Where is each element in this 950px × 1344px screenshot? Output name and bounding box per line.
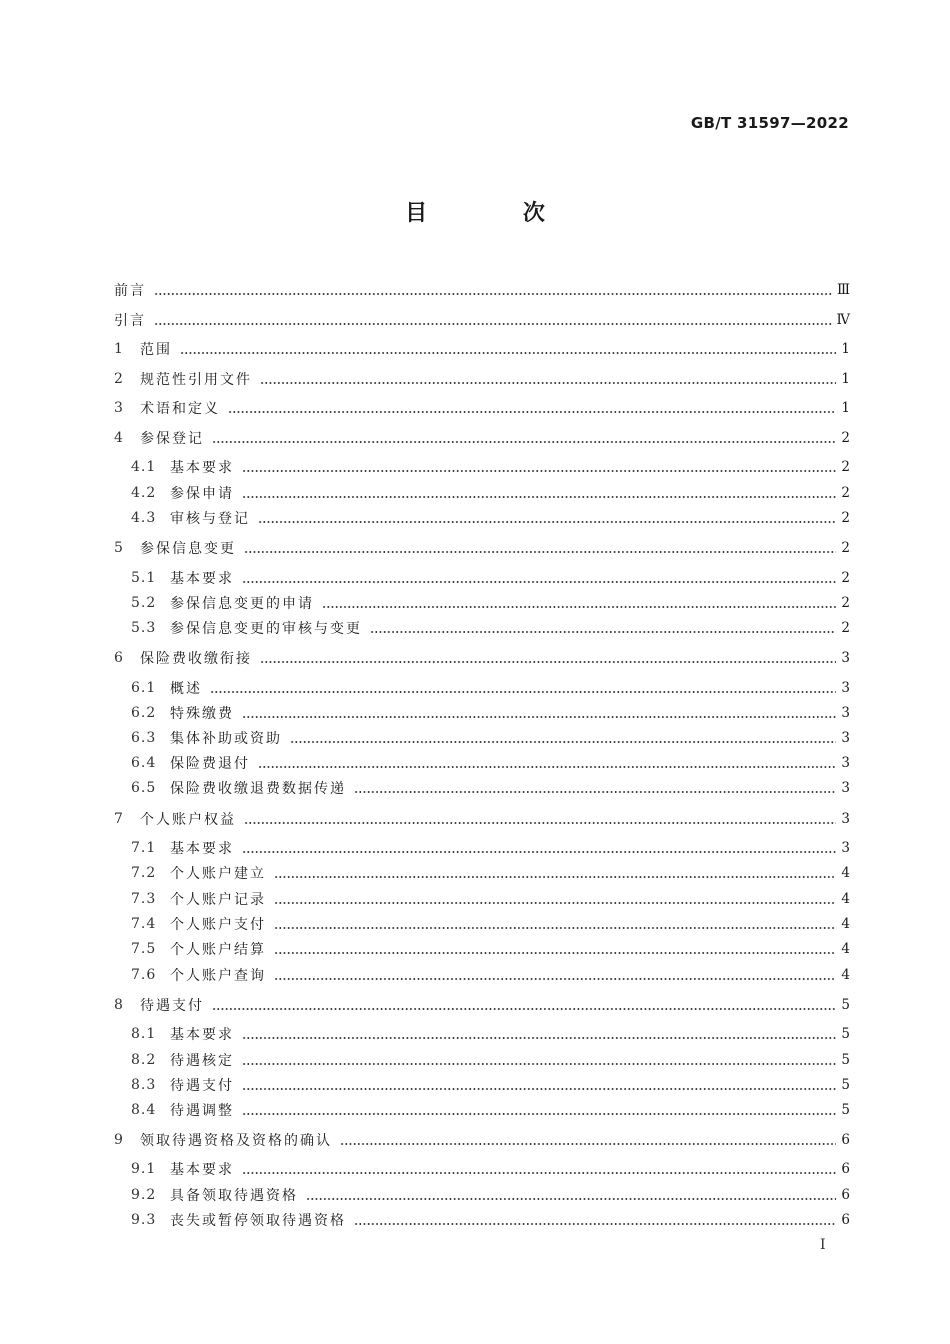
- toc-entry-label: 术语和定义: [140, 401, 220, 417]
- dot-leader: [290, 727, 836, 749]
- toc-entry-label: 个人账户查询: [170, 968, 266, 984]
- dot-leader: [260, 368, 836, 390]
- toc-entry-page: 2: [841, 570, 850, 586]
- toc-entry[interactable]: [131, 1184, 850, 1206]
- toc-entry[interactable]: [131, 507, 850, 529]
- toc-entry-label: 基本要求: [170, 841, 234, 857]
- toc-entry-number: 3: [114, 400, 124, 416]
- toc-entry-number: 5.1: [131, 570, 157, 586]
- page-title: 目 次: [405, 201, 589, 226]
- toc-entry-number: 4: [114, 430, 124, 446]
- toc-entry[interactable]: [131, 913, 850, 935]
- dot-leader: [242, 482, 836, 504]
- toc-entry-page: 3: [841, 755, 850, 771]
- toc-entry-page: 4: [841, 891, 850, 907]
- toc-entry[interactable]: [114, 537, 850, 559]
- toc-entry-page: 2: [841, 430, 850, 446]
- toc-entry-page: 4: [841, 865, 850, 881]
- toc-entry-label: 待遇调整: [170, 1103, 234, 1119]
- toc-entry-number: 5.2: [131, 595, 157, 611]
- toc-entry[interactable]: [131, 1049, 850, 1071]
- toc-entry[interactable]: [131, 1074, 850, 1096]
- dot-leader: [258, 507, 836, 529]
- dot-leader: [242, 1074, 836, 1096]
- toc-entry-page: 4: [841, 967, 850, 983]
- dot-leader: [274, 888, 836, 910]
- toc-entry-number: 5.3: [131, 620, 157, 636]
- toc-entry[interactable]: [131, 702, 850, 724]
- dot-leader: [210, 677, 836, 699]
- toc-entry-label: 待遇核定: [170, 1053, 234, 1069]
- dot-leader: [228, 397, 836, 419]
- toc-entry-label: 个人账户记录: [170, 892, 266, 908]
- toc-entry-label: 前言: [114, 283, 146, 299]
- toc-entry-number: 8.1: [131, 1026, 157, 1042]
- toc-entry-number: 8.3: [131, 1077, 157, 1093]
- toc-entry-page: 5: [841, 1102, 850, 1118]
- toc-entry-page: 2: [841, 620, 850, 636]
- dot-leader: [274, 913, 836, 935]
- toc-entry-page: 6: [841, 1212, 850, 1228]
- toc-entry-page: 4: [841, 916, 850, 932]
- toc-entry-page: 2: [841, 510, 850, 526]
- toc-entry[interactable]: [131, 888, 850, 910]
- toc-entry[interactable]: [131, 1209, 850, 1231]
- dot-leader: [242, 1099, 836, 1121]
- toc-entry[interactable]: [131, 482, 850, 504]
- toc-entry-number: 6.2: [131, 705, 157, 721]
- toc-entry-label: 审核与登记: [170, 511, 250, 527]
- toc-entry[interactable]: [131, 1023, 850, 1045]
- toc-entry-number: 4.2: [131, 485, 157, 501]
- toc-entry-number: 9: [114, 1132, 124, 1148]
- dot-leader: [212, 994, 836, 1016]
- toc-entry[interactable]: [114, 309, 850, 331]
- toc-entry-number: 7: [114, 811, 124, 827]
- toc-entry[interactable]: [131, 1099, 850, 1121]
- toc-entry-number: 7.6: [131, 967, 157, 983]
- toc-entry-page: 5: [841, 1052, 850, 1068]
- toc-entry-page: 3: [841, 650, 850, 666]
- toc-entry-number: 7.1: [131, 840, 157, 856]
- toc-entry-label: 个人账户结算: [170, 942, 266, 958]
- toc-entry-label: 范围: [140, 342, 172, 358]
- toc-entry[interactable]: [114, 338, 850, 360]
- toc-entry-page: 5: [841, 997, 850, 1013]
- toc-entry[interactable]: [114, 368, 850, 390]
- toc-entry-label: 具备领取待遇资格: [170, 1188, 298, 1204]
- toc-entry-label: 个人账户支付: [170, 917, 266, 933]
- toc-entry-number: 8.4: [131, 1102, 157, 1118]
- toc-entry[interactable]: [131, 938, 850, 960]
- page-number: Ⅰ: [820, 1237, 826, 1253]
- dot-leader: [242, 1023, 836, 1045]
- toc-entry-page: 6: [841, 1187, 850, 1203]
- toc-entry[interactable]: [131, 777, 850, 799]
- dot-leader: [258, 752, 836, 774]
- toc-entry-label: 领取待遇资格及资格的确认: [140, 1133, 332, 1149]
- toc-entry-number: 2: [114, 371, 124, 387]
- dot-leader: [180, 338, 836, 360]
- toc-entry-page: 3: [841, 680, 850, 696]
- toc-entry[interactable]: [114, 279, 850, 301]
- toc-entry-label: 保险费退付: [170, 756, 250, 772]
- toc-entry-page: 2: [841, 485, 850, 501]
- toc-entry-label: 个人账户建立: [170, 866, 266, 882]
- toc-entry-label: 集体补助或资助: [170, 731, 282, 747]
- dot-leader: [306, 1184, 836, 1206]
- toc-entry-label: 引言: [114, 313, 146, 329]
- dot-leader: [274, 862, 836, 884]
- toc-entry-label: 基本要求: [170, 460, 234, 476]
- dot-leader: [212, 427, 836, 449]
- toc-entry-label: 待遇支付: [170, 1078, 234, 1094]
- toc-entry-number: 7.4: [131, 916, 157, 932]
- dot-leader: [242, 702, 836, 724]
- toc-entry-label: 基本要求: [170, 1027, 234, 1043]
- dot-leader: [260, 647, 836, 669]
- toc-entry-label: 保险费收缴退费数据传递: [170, 781, 346, 797]
- toc-entry-number: 6: [114, 650, 124, 666]
- toc-entry-label: 待遇支付: [140, 998, 204, 1014]
- toc-entry-label: 特殊缴费: [170, 706, 234, 722]
- toc-entry-label: 参保信息变更: [140, 541, 236, 557]
- toc-entry[interactable]: [114, 647, 850, 669]
- toc-entry-label: 参保登记: [140, 431, 204, 447]
- toc-entry-page: 5: [841, 1026, 850, 1042]
- toc-entry-label: 规范性引用文件: [140, 372, 252, 388]
- toc-entry-number: 9.3: [131, 1212, 157, 1228]
- toc-entry[interactable]: [131, 964, 850, 986]
- toc-entry-label: 保险费收缴衔接: [140, 651, 252, 667]
- dot-leader: [274, 964, 836, 986]
- toc-entry[interactable]: [114, 994, 850, 1016]
- toc-entry-number: 9.1: [131, 1161, 157, 1177]
- dot-leader: [154, 279, 833, 301]
- toc-entry-label: 个人账户权益: [140, 812, 236, 828]
- toc-entry-number: 6.4: [131, 755, 157, 771]
- toc-entry-number: 4.1: [131, 459, 157, 475]
- toc-entry[interactable]: [131, 837, 850, 859]
- toc-entry-page: 3: [841, 811, 850, 827]
- toc-entry-page: Ⅲ: [836, 282, 850, 298]
- toc-entry[interactable]: [131, 752, 850, 774]
- toc-entry-page: Ⅳ: [836, 312, 850, 328]
- toc-entry-label: 丧失或暂停领取待遇资格: [170, 1213, 346, 1229]
- dot-leader: [354, 1209, 836, 1231]
- toc-entry[interactable]: [114, 808, 850, 830]
- toc-entry-number: 5: [114, 540, 124, 556]
- dot-leader: [244, 808, 836, 830]
- toc-entry[interactable]: [114, 427, 850, 449]
- toc-entry[interactable]: [131, 567, 850, 589]
- toc-entry-page: 1: [841, 371, 850, 387]
- dot-leader: [242, 456, 836, 478]
- toc-entry[interactable]: [131, 1158, 850, 1180]
- toc-entry[interactable]: [114, 1129, 850, 1151]
- toc-entry[interactable]: [131, 862, 850, 884]
- toc-entry-number: 7.3: [131, 891, 157, 907]
- toc-entry-page: 6: [841, 1132, 850, 1148]
- dot-leader: [242, 1158, 836, 1180]
- toc-entry-page: 6: [841, 1161, 850, 1177]
- toc-entry-label: 基本要求: [170, 1162, 234, 1178]
- toc-entry-label: 基本要求: [170, 571, 234, 587]
- dot-leader: [244, 537, 836, 559]
- toc-entry-number: 4.3: [131, 510, 157, 526]
- toc-entry[interactable]: [131, 456, 850, 478]
- toc-entry-number: 1: [114, 341, 124, 357]
- standard-code: GB/T 31597—2022: [690, 114, 849, 132]
- toc-entry-label: 参保申请: [170, 486, 234, 502]
- toc-entry-number: 8.2: [131, 1052, 157, 1068]
- dot-leader: [242, 1049, 836, 1071]
- dot-leader: [340, 1129, 836, 1151]
- toc-entry-number: 6.5: [131, 780, 157, 796]
- toc-entry-label: 参保信息变更的审核与变更: [170, 621, 362, 637]
- toc-entry[interactable]: [131, 727, 850, 749]
- toc-entry[interactable]: [131, 617, 850, 639]
- toc-entry[interactable]: [114, 397, 850, 419]
- dot-leader: [322, 592, 836, 614]
- toc-entry-number: 6.3: [131, 730, 157, 746]
- toc-entry-page: 2: [841, 540, 850, 556]
- toc-entry-label: 参保信息变更的申请: [170, 596, 314, 612]
- toc-entry-page: 1: [841, 400, 850, 416]
- toc-entry-page: 3: [841, 705, 850, 721]
- toc-entry-number: 9.2: [131, 1187, 157, 1203]
- toc-entry-label: 概述: [170, 681, 202, 697]
- toc-entry-page: 4: [841, 941, 850, 957]
- toc-entry-page: 3: [841, 730, 850, 746]
- dot-leader: [274, 938, 836, 960]
- dot-leader: [370, 617, 836, 639]
- toc-entry[interactable]: [131, 677, 850, 699]
- toc-entry-number: 8: [114, 997, 124, 1013]
- dot-leader: [242, 567, 836, 589]
- dot-leader: [354, 777, 836, 799]
- dot-leader: [242, 837, 836, 859]
- toc-entry-page: 2: [841, 459, 850, 475]
- toc-entry-number: 7.2: [131, 865, 157, 881]
- toc-entry-page: 2: [841, 595, 850, 611]
- toc-entry-number: 7.5: [131, 941, 157, 957]
- toc-entry-number: 6.1: [131, 680, 157, 696]
- toc-entry-page: 3: [841, 840, 850, 856]
- toc-entry-page: 5: [841, 1077, 850, 1093]
- toc-entry-page: 1: [841, 341, 850, 357]
- dot-leader: [154, 309, 833, 331]
- toc-entry[interactable]: [131, 592, 850, 614]
- toc-entry-page: 3: [841, 780, 850, 796]
